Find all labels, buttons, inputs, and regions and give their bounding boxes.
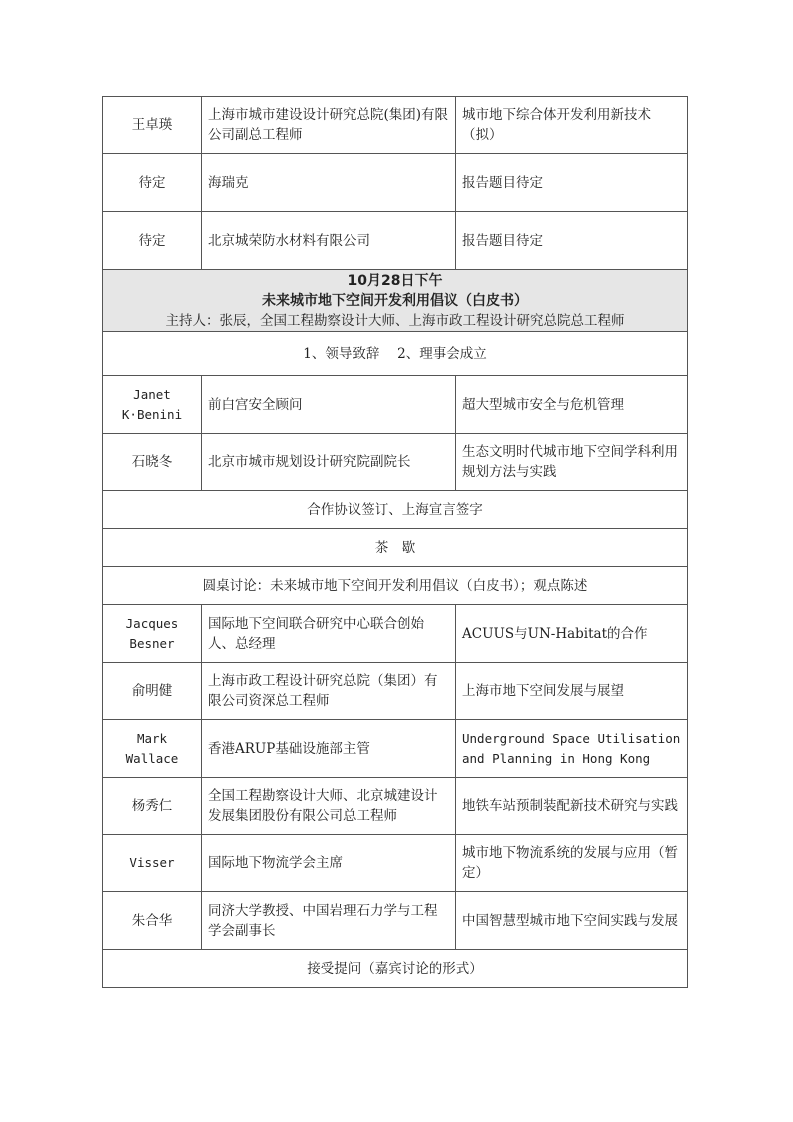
session-date: 10月28日下午: [347, 272, 443, 289]
speaker-row: [103, 778, 688, 835]
speaker-affiliation: 上海市政工程设计研究总院（集团）有限公司资深总工程师: [202, 663, 456, 720]
speaker-row: [103, 376, 688, 434]
speaker-affiliation: 全国工程勘察设计大师、北京城建设计发展集团股份有限公司总工程师: [202, 778, 456, 835]
agenda-row: [103, 491, 688, 529]
speaker-row: [103, 434, 688, 491]
speaker-name: Janet K·Benini: [103, 376, 202, 434]
speaker-row: [103, 97, 688, 154]
speaker-affiliation: 国际地下物流学会主席: [202, 835, 456, 892]
session-title: 未来城市地下空间开发利用倡议（白皮书）: [262, 292, 528, 309]
speaker-name: 朱合华: [103, 892, 202, 950]
speaker-affiliation: 上海市城市建设设计研究总院(集团)有限公司副总工程师: [202, 97, 456, 154]
speaker-name: Visser: [103, 835, 202, 892]
speaker-affiliation: 北京城荣防水材料有限公司: [202, 212, 456, 270]
session-header: [103, 270, 688, 332]
speaker-affiliation: 海瑞克: [202, 154, 456, 212]
agenda-row: [103, 950, 688, 988]
speaker-name: 石晓冬: [103, 434, 202, 491]
agenda-item: 1、领导致辞 2、理事会成立: [103, 332, 688, 376]
talk-topic: 上海市地下空间发展与展望: [456, 663, 688, 720]
session-host: 主持人：张辰，全国工程勘察设计大师、上海市政工程设计研究总院总工程师: [165, 312, 625, 329]
tea-break: 茶 歇: [103, 529, 688, 567]
speaker-row: [103, 663, 688, 720]
speaker-name: 待定: [103, 154, 202, 212]
talk-topic: 报告题目待定: [456, 212, 688, 270]
speaker-row: [103, 605, 688, 663]
talk-topic: 城市地下物流系统的发展与应用（暂定）: [456, 835, 688, 892]
talk-topic: 超大型城市安全与危机管理: [456, 376, 688, 434]
talk-topic: 城市地下综合体开发利用新技术（拟）: [456, 97, 688, 154]
speaker-name: 待定: [103, 212, 202, 270]
speaker-affiliation: 北京市城市规划设计研究院副院长: [202, 434, 456, 491]
schedule-table: [102, 96, 688, 988]
speaker-name: Mark Wallace: [103, 720, 202, 778]
speaker-name: Jacques Besner: [103, 605, 202, 663]
agenda-item: 合作协议签订、上海宣言签字: [103, 491, 688, 529]
talk-topic: 中国智慧型城市地下空间实践与发展: [456, 892, 688, 950]
speaker-row: [103, 212, 688, 270]
talk-topic: ACUUS与UN-Habitat的合作: [456, 605, 688, 663]
speaker-row: [103, 720, 688, 778]
agenda-row: [103, 332, 688, 376]
speaker-row: [103, 154, 688, 212]
speaker-name: 俞明健: [103, 663, 202, 720]
talk-topic: Underground Space Utilisation and Planning in Hong Kong: [456, 720, 688, 778]
speaker-name: 杨秀仁: [103, 778, 202, 835]
agenda-row: [103, 529, 688, 567]
speaker-name: 王卓瑛: [103, 97, 202, 154]
speaker-affiliation: 香港ARUP基础设施部主管: [202, 720, 456, 778]
qa-session: 接受提问（嘉宾讨论的形式）: [103, 950, 688, 988]
agenda-row: [103, 567, 688, 605]
session-header-row: [103, 270, 688, 332]
speaker-affiliation: 同济大学教授、中国岩理石力学与工程学会副事长: [202, 892, 456, 950]
talk-topic: 地铁车站预制装配新技术研究与实践: [456, 778, 688, 835]
speaker-affiliation: 前白宫安全顾问: [202, 376, 456, 434]
agenda-item: 圆桌讨论：未来城市地下空间开发利用倡议（白皮书）；观点陈述: [103, 567, 688, 605]
talk-topic: 报告题目待定: [456, 154, 688, 212]
speaker-affiliation: 国际地下空间联合研究中心联合创始人、总经理: [202, 605, 456, 663]
talk-topic: 生态文明时代城市地下空间学科利用规划方法与实践: [456, 434, 688, 491]
speaker-row: [103, 835, 688, 892]
speaker-row: [103, 892, 688, 950]
